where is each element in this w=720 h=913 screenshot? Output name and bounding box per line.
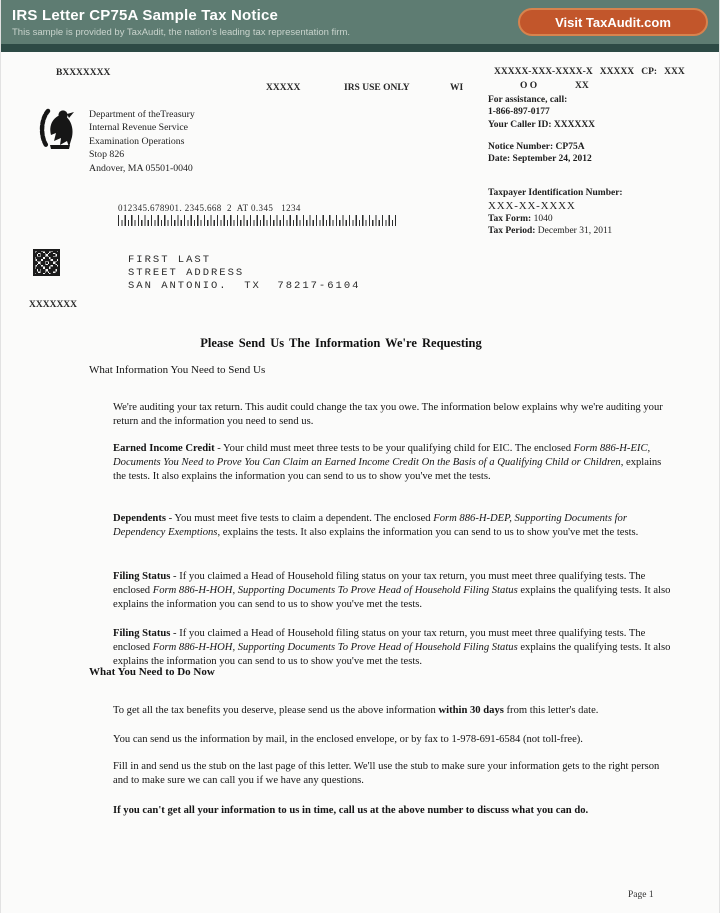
taxpayer-block xyxy=(488,187,623,238)
paragraph-stub: Fill in and send us the stub on the last page of this letter. We'll use the stub to make sure your information gets to the right person and to make sure we can call you if we have any questions. xyxy=(113,760,660,786)
date-value: September 24, 2012 xyxy=(512,154,592,165)
right-code-line2b: XX xyxy=(575,81,589,91)
recipient-street: STREET ADDRESS xyxy=(128,267,245,280)
paragraph-text: explains the qualifying tests. It also explains the information you can send to us to show you've met the tests. xyxy=(113,641,671,668)
form-reference: Form 886-H-DEP, Supporting Documents for Dependency Exemptions xyxy=(113,512,627,538)
section-heading-information: What Information You Need to Send Us xyxy=(89,364,266,376)
paragraph-earned-income-credit xyxy=(113,442,671,485)
tin-value: XXX-XX-XXXX xyxy=(488,199,576,212)
form-reference: Form 886-H-HOH, Supporting Documents To Prove Head of Household Filing Status xyxy=(152,584,518,596)
paragraph-filing-status-1 xyxy=(113,570,671,613)
deadline-emphasis: within 30 days xyxy=(438,704,504,716)
agency-line: Department of theTreasury xyxy=(89,109,195,120)
paragraph-warning: If you can't get all your information to us in time, call us at the above number to discuss what you can do. xyxy=(113,804,589,816)
paragraph-lead: Earned Income Credit xyxy=(113,442,215,454)
assistance-label: For assistance, call: xyxy=(488,95,568,105)
notice-number-line xyxy=(488,141,592,153)
paragraph-text: - Your child must meet three tests to be your qualifying child for EIC. The enclosed xyxy=(214,442,574,454)
tax-form-label: Tax Form: xyxy=(488,213,532,224)
caller-id: Your Caller ID: XXXXXX xyxy=(488,119,596,130)
paragraph-text: explains the qualifying tests. It also explains the information you can send to us to show you've met the tests. xyxy=(113,584,671,611)
paragraph-text: - If you claimed a Head of Household filing status on your tax return, you must meet three qualifying tests. The enclosed xyxy=(113,627,646,653)
paragraph-text: , explains the tests. It also explains the information you can send to us to show you've met the tests. xyxy=(217,526,639,538)
paragraph-intro: We're auditing your tax return. This audit could change the tax you owe. The information below explains why we're auditing your return and the information you need to send us. xyxy=(113,401,663,427)
page-number: Page 1 xyxy=(628,890,654,900)
tax-period-value xyxy=(535,226,612,236)
section-heading-do-now: What You Need to Do Now xyxy=(89,666,215,678)
irs-use-only-label: IRS USE ONLY xyxy=(344,83,410,93)
visit-taxaudit-button[interactable]: Visit TaxAudit.com xyxy=(518,8,708,36)
notice-number-value: CP75A xyxy=(555,142,585,152)
qr-code xyxy=(33,249,60,276)
agency-line: Stop 826 xyxy=(89,149,125,161)
assistance-block xyxy=(488,94,595,131)
sample-notice-banner xyxy=(1,0,719,44)
tax-period-value-text: December 31, 2011 xyxy=(537,226,613,237)
recipient-name: FIRST LAST xyxy=(128,254,212,266)
top-left-code: BXXXXXXX xyxy=(56,68,111,78)
banner-subtitle: This sample is provided by TaxAudit, the nation's leading tax representation firm. xyxy=(12,27,351,38)
wi-code: WI xyxy=(450,83,464,93)
tax-form-line xyxy=(488,213,623,226)
agency-line: Andover, MA 05501-0040 xyxy=(89,162,193,174)
paragraph-lead: Dependents xyxy=(113,512,166,524)
tin-label: Taxpayer Identification Number: xyxy=(488,188,623,198)
paragraph-text: - You must meet five tests to claim a dependent. The enclosed xyxy=(165,512,434,524)
agency-line: Examination Operations xyxy=(89,135,185,147)
banner-bottom-strip xyxy=(1,44,719,52)
notice-block xyxy=(488,141,592,166)
paragraph-lead: Filing Status xyxy=(113,570,171,582)
notice-date-line xyxy=(488,153,592,165)
paragraph-lead: Filing Status xyxy=(113,627,171,639)
notice-number-label: Notice Number: xyxy=(488,142,554,152)
paragraph-mail-fax: You can send us the information by mail, in the enclosed envelope, or by fax to 1-978-691-6584 (not toll-free). xyxy=(113,733,583,745)
right-code-line1: XXXXX-XXX-XXXX-X XXXXX CP: XXX xyxy=(494,67,685,77)
postnet-barcode xyxy=(118,215,396,226)
tax-form-value-text: 1040 xyxy=(533,213,553,224)
recipient-address-block xyxy=(128,254,360,294)
agency-address-block xyxy=(89,108,195,175)
form-reference: Form 886-H-HOH, Supporting Documents To Prove Head of Household Filing Status xyxy=(152,641,518,653)
form-reference: Form 886-H-EIC, Documents You Need to Prove You Can Claim an Earned Income Credit On the Basis of a Qualifying Child or Children xyxy=(113,442,651,468)
tax-period-line xyxy=(488,225,623,238)
center-code: XXXXX xyxy=(266,83,301,93)
stub-code: XXXXXXX xyxy=(29,300,78,310)
paragraph-text: - If you claimed a Head of Household filing status on your tax return, you must meet three qualifying tests. The enclosed xyxy=(113,570,646,596)
paragraph-deadline xyxy=(113,704,671,718)
paragraph-text: To get all the tax benefits you deserve, please send us the above information xyxy=(113,704,439,716)
paragraph-filing-status-2 xyxy=(113,627,671,670)
irs-eagle-logo xyxy=(36,107,80,153)
banner-title: IRS Letter CP75A Sample Tax Notice xyxy=(12,7,279,24)
assistance-phone: 1-866-897-0177 xyxy=(488,107,550,118)
paragraph-text: , explains the tests. It also explains the information you can send to us to show you've met the tests. xyxy=(113,456,662,483)
paragraph-text: from this letter's date. xyxy=(503,704,599,716)
tax-period-label: Tax Period: xyxy=(488,226,536,237)
right-code-line2a: O O xyxy=(520,81,538,91)
letter-title: Please Send Us The Information We're Requesting xyxy=(200,336,482,350)
tax-form-value xyxy=(531,214,552,224)
paragraph-dependents xyxy=(113,512,671,541)
date-label: Date: xyxy=(488,154,511,165)
recipient-city: SAN ANTONIO. TX 78217-6104 xyxy=(128,280,361,293)
agency-line: Internal Revenue Service xyxy=(89,122,189,134)
scanline-numbers: 012345.678901. 2345.668 2 AT 0.345 1234 xyxy=(118,203,301,213)
